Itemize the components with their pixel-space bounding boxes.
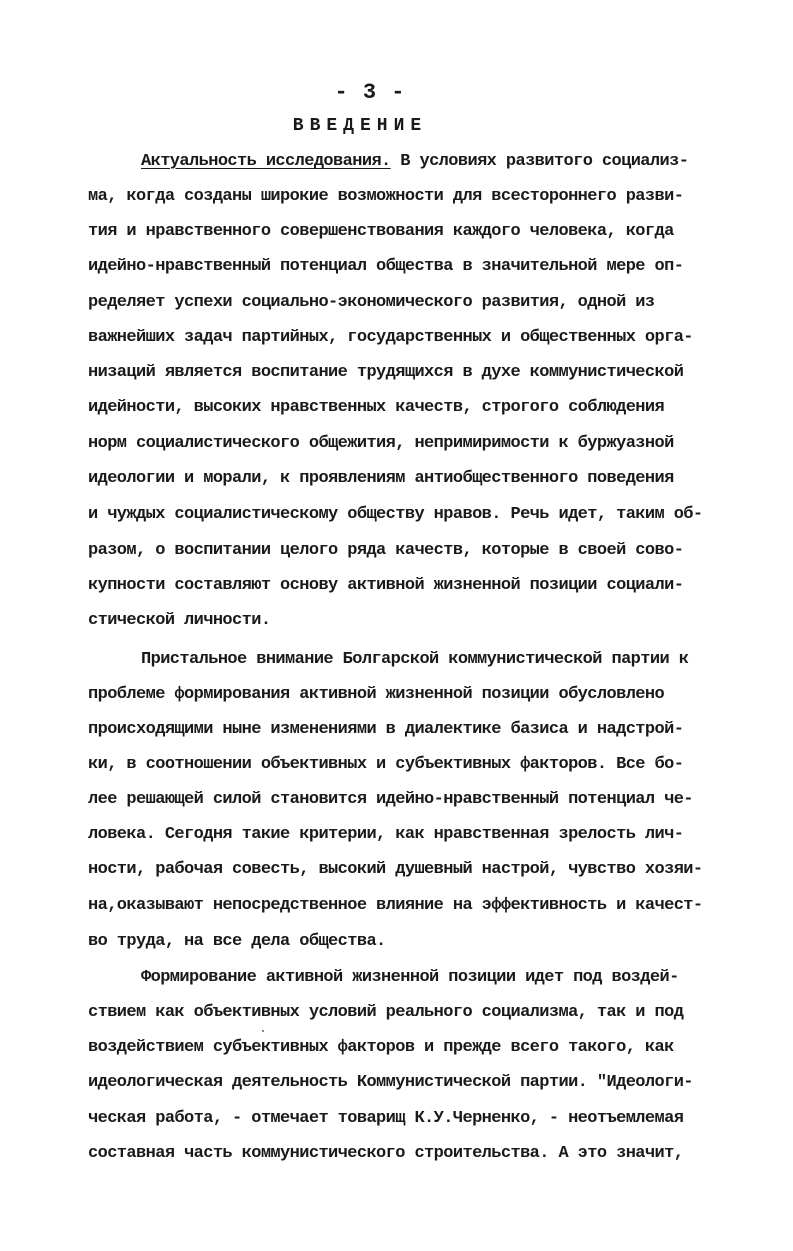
paragraph-1-line-12: разом, о воспитании целого ряда качеств, которые в своей сово-: [88, 541, 684, 560]
paragraph-3-line-3: воздействием субъективных факторов и прежде всего такого, как: [88, 1038, 674, 1057]
paragraph-1-line-2: ма, когда созданы широкие возможности для всестороннего разви-: [88, 187, 684, 206]
paragraph-2-line-6: ловека. Сегодня такие критерии, как нравственная зрелость лич-: [88, 825, 684, 844]
paragraph-1-line-14: стической личности.: [88, 611, 271, 630]
paragraph-2-line-5: лее решающей силой становится идейно-нравственный потенциал че-: [88, 790, 693, 809]
paragraph-2-line-8: на,оказывают непосредственное влияние на эффективность и качест-: [88, 896, 703, 915]
paragraph-1-line-6: важнейших задач партийных, государственных и общественных орга-: [88, 328, 693, 347]
paragraph-2-line-9: во труда, на все дела общества.: [88, 932, 386, 951]
paragraph-1-line-11: и чуждых социалистическому обществу нравов. Речь идет, таким об-: [88, 505, 703, 524]
relevance-lead: Актуальность исследования.: [141, 152, 391, 171]
paragraph-1-line-3: тия и нравственного совершенствования каждого человека, когда: [88, 222, 674, 241]
paragraph-3-line-6: составная часть коммунистического строительства. А это значит,: [88, 1144, 684, 1163]
page-number: - 3 -: [334, 80, 406, 105]
paragraph-3-line-1: Формирование активной жизненной позиции идет под воздей-: [141, 968, 679, 987]
paragraph-2-line-1: Пристальное внимание Болгарской коммунистической партии к: [141, 650, 689, 669]
section-heading: ВВЕДЕНИЕ: [292, 116, 428, 136]
paragraph-1-line-5: ределяет успехи социально-экономического развития, одной из: [88, 293, 655, 312]
paragraph-3-line-4: идеологическая деятельность Коммунистической партии. "Идеологи-: [88, 1073, 693, 1092]
paragraph-3-line-5: ческая работа, - отмечает товарищ К.У.Черненко, - неотъемлемая: [88, 1109, 684, 1128]
paragraph-1-line-1: [141, 152, 761, 172]
paragraph-3-line-2: ствием как объективных условий реального социализма, так и под: [88, 1003, 684, 1022]
paragraph-1-line-13: купности составляют основу активной жизненной позиции социали-: [88, 576, 684, 595]
paragraph-1-first-rest: В условиях развитого социализ-: [390, 152, 689, 171]
paragraph-2-line-2: проблеме формирования активной жизненной позиции обусловлено: [88, 685, 665, 704]
paragraph-1-line-9: норм социалистического общежития, непримиримости к буржуазной: [88, 434, 674, 453]
paragraph-1-line-8: идейности, высоких нравственных качеств, строгого соблюдения: [88, 398, 665, 417]
paragraph-2-line-4: ки, в соотношении объективных и субъективных факторов. Все бо-: [88, 755, 684, 774]
paragraph-2-line-7: ности, рабочая совесть, высокий душевный настрой, чувство хозяи-: [88, 860, 703, 879]
paragraph-1-line-4: идейно-нравственный потенциал общества в значительной мере оп-: [88, 257, 684, 276]
paragraph-1-line-7: низаций является воспитание трудящихся в духе коммунистической: [88, 363, 684, 382]
paragraph-1-line-10: идеологии и морали, к проявлениям антиобщественного поведения: [88, 469, 674, 488]
scan-speck: [262, 1030, 264, 1032]
paragraph-2-line-3: происходящими ныне изменениями в диалектике базиса и надстрой-: [88, 720, 684, 739]
